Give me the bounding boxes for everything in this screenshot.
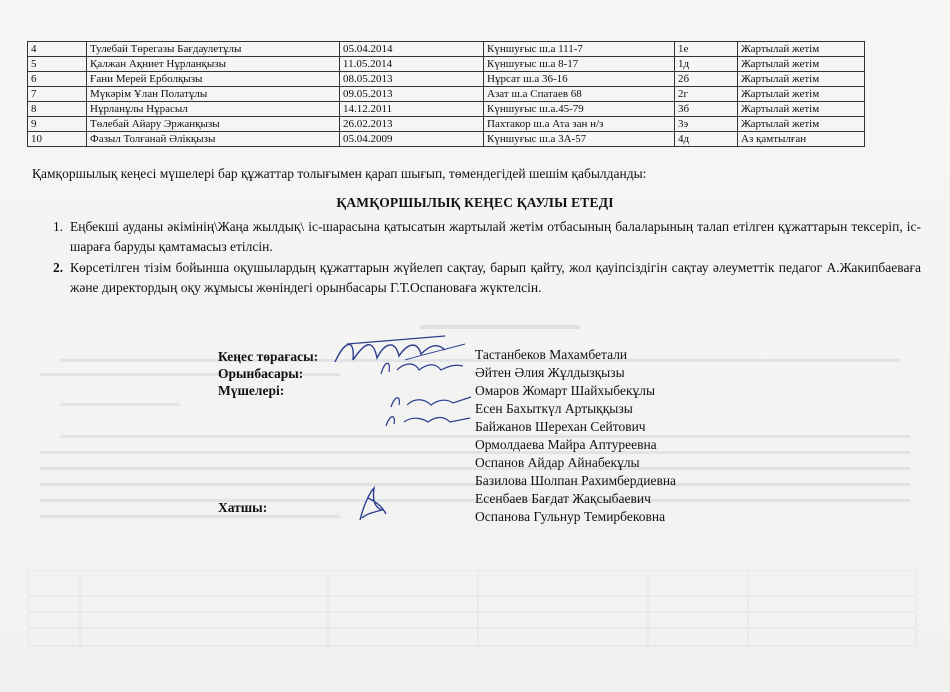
table-row xyxy=(28,132,865,147)
member-signature xyxy=(380,410,475,432)
table-row xyxy=(28,87,865,102)
status-cell: Жартылай жетім xyxy=(738,72,865,87)
deputy-signature xyxy=(375,356,470,380)
decision-item-1 xyxy=(53,217,921,257)
decision-text: Еңбекші ауданы әкімінің\Жаңа жылдық\ іс-шарасына қатысатын жартылай жетім отбасының балаларының талап етілген құжаттарын тексеріп, іс-шараға баруды қамтамасыз етілсін. xyxy=(70,219,921,254)
status-cell: Жартылай жетім xyxy=(738,42,865,57)
students-table xyxy=(27,41,865,147)
student-name-cell: Мүкәрім Ұлан Полатұлы xyxy=(87,87,340,102)
birth-date-cell: 05.04.2009 xyxy=(340,132,484,147)
birth-date-cell: 11.05.2014 xyxy=(340,57,484,72)
birth-date-cell: 09.05.2013 xyxy=(340,87,484,102)
decision-item-2 xyxy=(53,258,921,298)
class-cell: 3б xyxy=(675,102,738,117)
secretary-label: Хатшы: xyxy=(218,500,268,515)
table-row xyxy=(28,42,865,57)
address-cell: Азат ш.а Спатаев 68 xyxy=(484,87,675,102)
student-name-cell: Ғани Мерей Ерболқызы xyxy=(87,72,340,87)
class-cell: 2б xyxy=(675,72,738,87)
address-cell: Күншуғыс ш.а 111-7 xyxy=(484,42,675,57)
row-number-cell: 10 xyxy=(28,132,87,147)
decision-heading: ҚАМҚОРШЫЛЫҚ КЕҢЕС ҚАУЛЫ ЕТЕДІ xyxy=(336,195,614,210)
member-name: Байжанов Шерехан Сейтович xyxy=(475,419,646,434)
class-cell: 1д xyxy=(675,57,738,72)
bleed-through-table xyxy=(28,570,918,654)
member-name: Тастанбеков Махамбетали xyxy=(475,347,628,362)
status-cell: Аз қамтылған xyxy=(738,132,865,147)
address-cell: Күншуғыс ш.а 8-17 xyxy=(484,57,675,72)
decision-text: Көрсетілген тізім бойынша оқушылардың құжаттарын жүйелеп сақтау, барып қайту, жол қауіпсіздігін сақтау әлеуметтік педагог А.Жакипбаеваға және директордың оқу жұмысы жөніндегі орынбасары Г.Т.Оспановаға жүктелсін. xyxy=(70,260,921,295)
decision-number: 1. xyxy=(53,219,64,234)
member-name: Базилова Шолпан Рахимбердиевна xyxy=(475,473,677,488)
student-name-cell: Фазыл Толғанай Әлікқызы xyxy=(87,132,340,147)
decision-number: 2. xyxy=(53,260,64,275)
deputy-label: Орынбасары: xyxy=(218,366,304,381)
status-cell: Жартылай жетім xyxy=(738,57,865,72)
birth-date-cell: 08.05.2013 xyxy=(340,72,484,87)
student-name-cell: Тулебай Төрегазы Бағдаулетұлы xyxy=(87,42,340,57)
row-number-cell: 6 xyxy=(28,72,87,87)
secretary-signature xyxy=(352,484,392,526)
members-label: Мүшелері: xyxy=(218,383,285,398)
class-cell: 4д xyxy=(675,132,738,147)
row-number-cell: 9 xyxy=(28,117,87,132)
student-name-cell: Қалжан Ақниет Нұрланқызы xyxy=(87,57,340,72)
member-name: Ормолдаева Майра Аптуреевна xyxy=(475,437,657,452)
status-cell: Жартылай жетім xyxy=(738,117,865,132)
member-name: Омаров Жомарт Шайхыбекұлы xyxy=(475,383,656,398)
row-number-cell: 8 xyxy=(28,102,87,117)
bleed-through-table-lines xyxy=(28,570,918,650)
member-name: Оспанова Гульнур Темирбековна xyxy=(475,509,666,524)
member-name: Есенбаев Бағдат Жақсыбаевич xyxy=(475,491,651,506)
member-name: Есен Бахыткүл Артыққызы xyxy=(475,401,633,416)
class-cell: 1е xyxy=(675,42,738,57)
address-cell: Күншуғыс ш.а 3А-57 xyxy=(484,132,675,147)
intro-text: Қамқоршылық кеңесі мүшелері бар құжаттар толығымен қарап шығып, төмендегідей шешім қабылданды: xyxy=(32,166,647,181)
status-cell: Жартылай жетім xyxy=(738,87,865,102)
row-number-cell: 4 xyxy=(28,42,87,57)
table-row xyxy=(28,72,865,87)
student-name-cell: Нұрланұлы Нұрасыл xyxy=(87,102,340,117)
address-cell: Күншуғыс ш.а.45-79 xyxy=(484,102,675,117)
class-cell: 2г xyxy=(675,87,738,102)
birth-date-cell: 05.04.2014 xyxy=(340,42,484,57)
member-name: Әйтен Әлия Жұлдызқызы xyxy=(475,365,625,380)
chair-label: Кеңес төрағасы: xyxy=(218,349,319,364)
table-row xyxy=(28,102,865,117)
table-row xyxy=(28,57,865,72)
address-cell: Нұрсат ш.а 36-16 xyxy=(484,72,675,87)
row-number-cell: 5 xyxy=(28,57,87,72)
class-cell: 3э xyxy=(675,117,738,132)
table-row xyxy=(28,117,865,132)
birth-date-cell: 14.12.2011 xyxy=(340,102,484,117)
birth-date-cell: 26.02.2013 xyxy=(340,117,484,132)
address-cell: Пахтакор ш.а Ата зан н/з xyxy=(484,117,675,132)
student-name-cell: Төлебай Айару Эржанқызы xyxy=(87,117,340,132)
member-name: Оспанов Айдар Айнабекұлы xyxy=(475,455,640,470)
status-cell: Жартылай жетім xyxy=(738,102,865,117)
row-number-cell: 7 xyxy=(28,87,87,102)
